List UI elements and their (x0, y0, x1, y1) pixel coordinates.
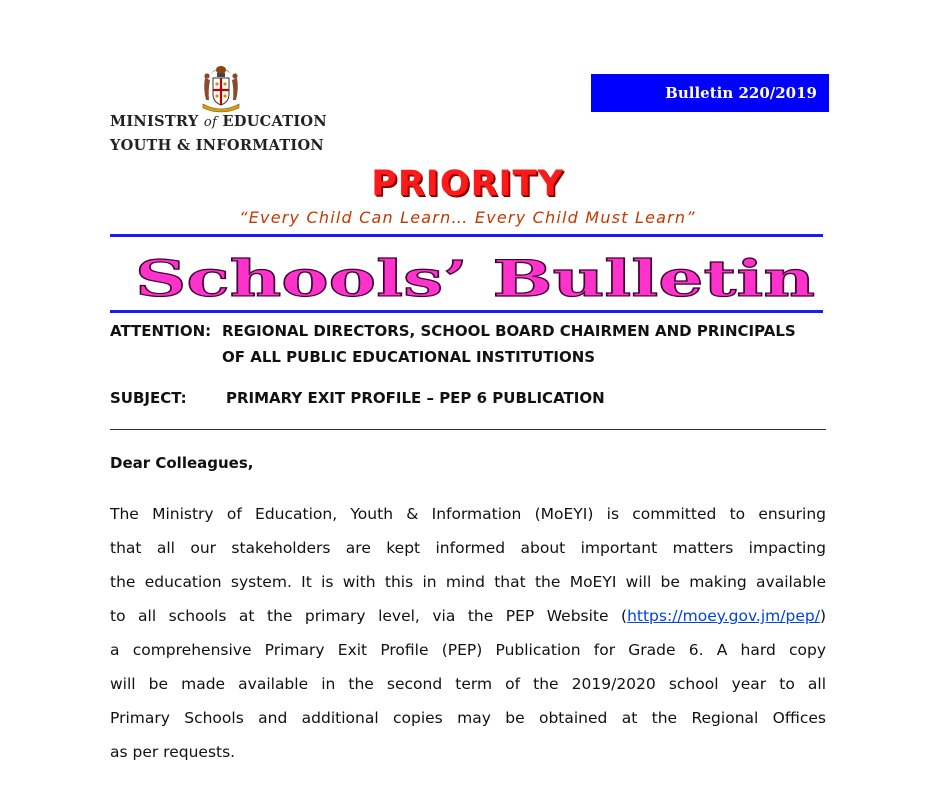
schools-bulletin-title: Schools’ Bulletin (135, 249, 815, 308)
body-line-4-text-a: to all schools at the primary level, via the PEP Website ( (110, 607, 628, 625)
body-line-4-text-b: ) (819, 607, 826, 625)
body-line-1: The Ministry of Education, Youth & Information (MoEYI) is committed to ensuring (110, 505, 826, 523)
jamaica-coat-of-arms-icon (197, 64, 245, 114)
body-line-2: that all our stakeholders are kept informed about important matters impacting (110, 539, 826, 557)
attention-recipients-line1: REGIONAL DIRECTORS, SCHOOL BOARD CHAIRMEN AND PRINCIPALS (222, 322, 796, 340)
ministry-word-of: of (203, 115, 218, 130)
body-line-3: the education system. It is with this in mind that the MoEYI will be making available (110, 573, 826, 591)
attention-recipients-line2: OF ALL PUBLIC EDUCATIONAL INSTITUTIONS (222, 348, 596, 366)
body-line-5: a comprehensive Primary Exit Profile (PEP) Publication for Grade 6. A hard copy (110, 641, 826, 659)
ministry-name-line1 (110, 113, 327, 130)
body-paragraph (110, 497, 826, 769)
body-line-8: as per requests. (110, 743, 236, 761)
body-line-6: will be made available in the second term of the 2019/2020 school year to all (110, 675, 826, 693)
schools-bulletin-title-wrap (130, 244, 830, 310)
priority-heading: PRIORITY (371, 164, 564, 204)
ministry-word-ministry: MINISTRY (110, 113, 199, 130)
body-line-4 (110, 599, 826, 633)
subject-text: PRIMARY EXIT PROFILE – PEP 6 PUBLICATION (226, 389, 605, 407)
bulletin-number-badge: Bulletin 220/2019 (591, 74, 829, 112)
greeting: Dear Colleagues, (110, 454, 254, 472)
motto: “Every Child Can Learn… Every Child Must Learn” (239, 208, 696, 227)
attention-label: ATTENTION: (110, 322, 212, 340)
subject-label: SUBJECT: (110, 389, 187, 407)
body-line-7: Primary Schools and additional copies may be obtained at the Regional Offices (110, 709, 826, 727)
ministry-name-line2: YOUTH & INFORMATION (110, 137, 324, 154)
banner-bottom-rule (110, 310, 823, 313)
banner-top-rule (110, 234, 823, 237)
memo-divider (110, 429, 826, 430)
pep-website-link[interactable]: https://moey.gov.jm/pep/ (627, 607, 820, 625)
ministry-word-education: EDUCATION (222, 113, 327, 130)
